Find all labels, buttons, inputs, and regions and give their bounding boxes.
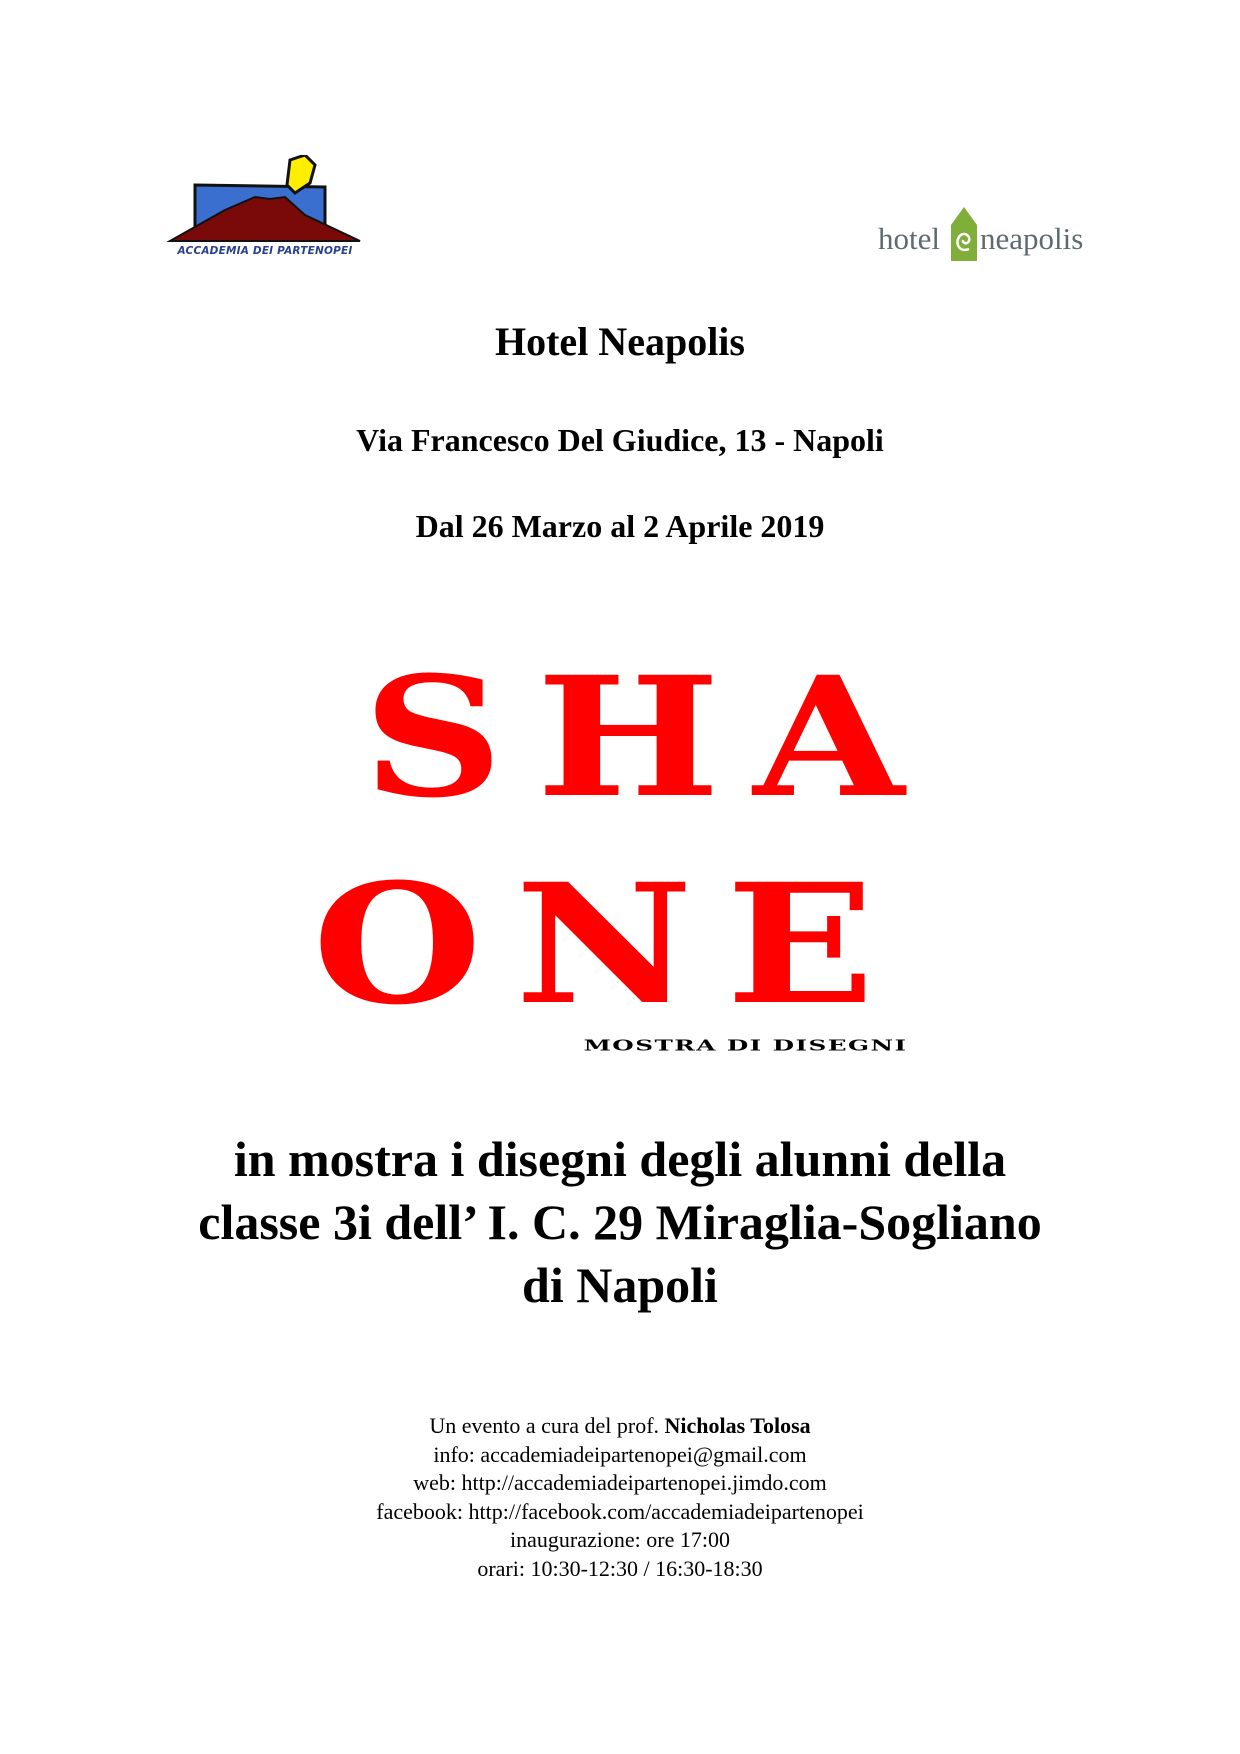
volcano-icon: [165, 155, 365, 247]
opening-line: inaugurazione: ore 17:00: [510, 1527, 730, 1552]
description-line-1: in mostra i disegni degli alunni della: [233, 1131, 1007, 1187]
title-line-2: ONE: [312, 847, 908, 1041]
event-info: [0, 1412, 1240, 1583]
exhibition-dates: Dal 26 Marzo al 2 Aprile 2019: [415, 508, 825, 544]
tower-icon: [951, 205, 977, 263]
exhibition-description: [0, 1128, 1240, 1317]
venue-title: Hotel Neapolis: [495, 319, 745, 364]
curator-name: Nicholas Tolosa: [664, 1413, 811, 1438]
description-line-3: di Napoli: [522, 1257, 718, 1313]
accademia-logo-label: ACCADEMIA DEI PARTENOPEI: [177, 245, 353, 257]
hotel-logo-word-hotel: hotel: [878, 221, 940, 256]
hotel-neapolis-logo: [878, 205, 1108, 265]
facebook-line: facebook: http://facebook.com/accademiadeipartenopei: [376, 1498, 864, 1524]
web-line: web: http://accademiadeipartenopei.jimdo.com: [413, 1470, 827, 1495]
title-line-1: SHA: [362, 640, 938, 834]
accademia-logo: [165, 155, 365, 265]
curator-prefix: Un evento a cura del prof.: [429, 1413, 660, 1438]
title-tagline: MOSTRA DI DISEGNI: [583, 1037, 908, 1055]
description-line-2: classe 3i dell’ I. C. 29 Miraglia-Sogliano: [198, 1194, 1042, 1250]
email-line: info: accademiadeipartenopei@gmail.com: [433, 1441, 807, 1467]
hours-line: orari: 10:30-12:30 / 16:30-18:30: [477, 1555, 763, 1581]
curator-line: [0, 1412, 1240, 1441]
hotel-logo-word-neapolis: neapolis: [980, 221, 1084, 256]
venue-address: Via Francesco Del Giudice, 13 - Napoli: [356, 422, 884, 458]
